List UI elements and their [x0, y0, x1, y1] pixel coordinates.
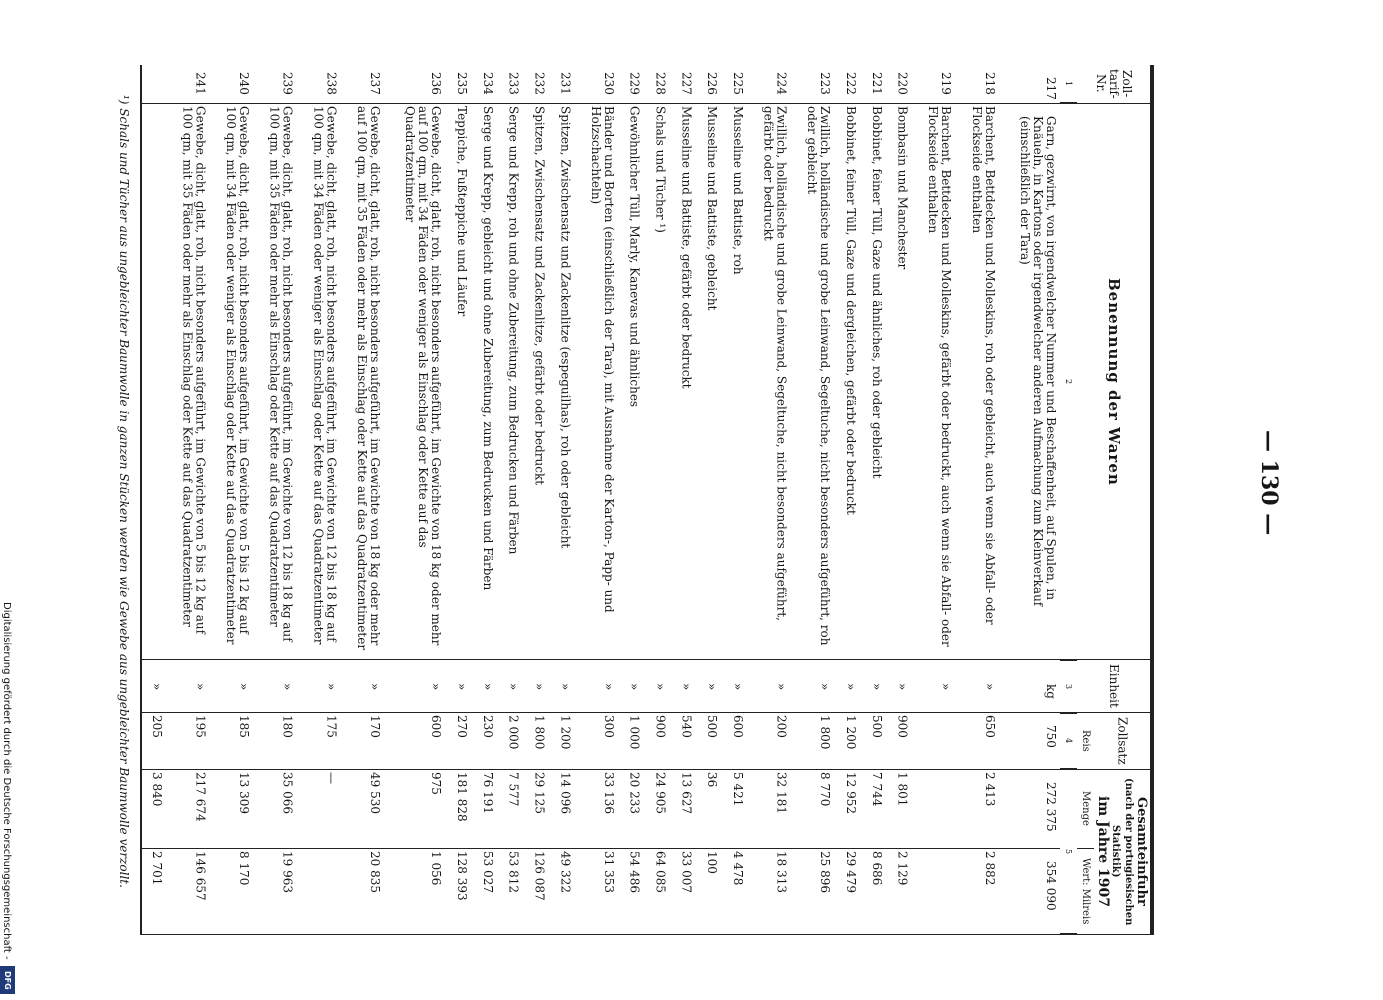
unit-cell: »: [548, 660, 574, 713]
duty-rate: 1 000: [618, 713, 644, 770]
import-quantity: —: [297, 769, 341, 848]
unit-cell: »: [574, 660, 618, 713]
duty-rate: 750: [999, 713, 1060, 770]
import-value: 29 479: [834, 848, 860, 934]
unit-cell: kg: [999, 660, 1060, 713]
import-quantity: 24 905: [644, 769, 670, 848]
table-row: [253, 65, 297, 934]
unit-cell: »: [140, 660, 166, 713]
tariff-number: 234: [471, 65, 497, 103]
import-quantity: 36: [695, 769, 721, 848]
table-row: [955, 65, 999, 934]
duty-rate: 1 800: [523, 713, 549, 770]
table-row: [140, 65, 166, 934]
import-quantity: 181 828: [445, 769, 471, 848]
goods-description: Zwillich, holländische und grobe Leinwand, Segeltuche, nicht besonders aufgeführt, roh oder gebleicht: [791, 103, 835, 660]
import-quantity: 2 413: [955, 769, 999, 848]
table-row: [670, 65, 696, 934]
tariff-number: 229: [618, 65, 644, 103]
unit-cell: »: [471, 660, 497, 713]
table-row: [695, 65, 721, 934]
header-qty: Menge: [1077, 769, 1094, 848]
duty-rate: 205: [140, 713, 166, 770]
duty-rate: 170: [340, 713, 384, 770]
tariff-number: 240: [210, 65, 254, 103]
tariff-number: 230: [574, 65, 618, 103]
goods-description: Musseline und Battiste, roh: [721, 103, 747, 660]
tariff-number: 219: [912, 65, 956, 103]
table-body: [140, 65, 1060, 934]
table-row: [523, 65, 549, 934]
tariff-number: 223: [791, 65, 835, 103]
table-row: [384, 65, 445, 934]
unit-cell: »: [523, 660, 549, 713]
import-value: 2 129: [886, 848, 912, 934]
tariff-number: 224: [747, 65, 791, 103]
tariff-number: 220: [886, 65, 912, 103]
header-import-note: (nach der portugiesischen Statistik): [1110, 777, 1134, 926]
table-row: [618, 65, 644, 934]
duty-rate: 270: [445, 713, 471, 770]
duty-rate: [912, 713, 956, 770]
tariff-number: 226: [695, 65, 721, 103]
goods-description: Teppiche, Fußteppiche und Läufer: [445, 103, 471, 660]
import-value: 128 393: [445, 848, 471, 934]
table-row: [210, 65, 254, 934]
table-row: [548, 65, 574, 934]
import-quantity: 14 096: [548, 769, 574, 848]
unit-cell: »: [912, 660, 956, 713]
header-goods: Benennung der Waren: [1077, 103, 1150, 660]
unit-cell: »: [445, 660, 471, 713]
col-number-2: 2: [1060, 103, 1077, 660]
import-quantity: 975: [384, 769, 445, 848]
import-value: 126 087: [523, 848, 549, 934]
import-value: 2 701: [140, 848, 166, 934]
import-value: 20 835: [340, 848, 384, 934]
tariff-number: 218: [955, 65, 999, 103]
unit-cell: »: [384, 660, 445, 713]
tariff-table-container: [140, 65, 1150, 935]
goods-description: Gewebe, dicht, glatt, roh, nicht besonders aufgeführt, im Gewichte von 5 bis 12 kg auf 100 qm, mit 35 Fäden oder mehr als Einschlag oder Kette auf das Quadratzentimeter: [166, 103, 210, 660]
table-row: [340, 65, 384, 934]
header-import: Gesamteinfuhr: [1134, 797, 1149, 907]
col-number-3: 3: [1060, 660, 1077, 713]
unit-cell: »: [297, 660, 341, 713]
tariff-number: 228: [644, 65, 670, 103]
duty-rate: 180: [253, 713, 297, 770]
header-value: Wert: Milreis: [1077, 848, 1094, 934]
tariff-number: 235: [445, 65, 471, 103]
table-row: [644, 65, 670, 934]
import-value: 54 486: [618, 848, 644, 934]
unit-cell: »: [886, 660, 912, 713]
goods-description: Zwillich, holländische und grobe Leinwand, Segeltuche, nicht besonders aufgeführt, gefärbt oder bedruckt: [747, 103, 791, 660]
duty-rate: 200: [747, 713, 791, 770]
tariff-number: 232: [523, 65, 549, 103]
goods-description: Spitzen, Zwischensatz und Zackenlitze, gefärbt oder bedruckt: [523, 103, 549, 660]
tariff-table: [140, 65, 1150, 935]
duty-rate: 300: [574, 713, 618, 770]
import-quantity: 35 066: [253, 769, 297, 848]
duty-rate: 600: [384, 713, 445, 770]
table-row: [912, 65, 956, 934]
tariff-number: 225: [721, 65, 747, 103]
unit-cell: »: [955, 660, 999, 713]
duty-rate: 1 200: [834, 713, 860, 770]
goods-description: Serge und Krepp, gebleicht und ohne Zubereitung, zum Bedrucken und Färben: [471, 103, 497, 660]
goods-description: Bänder und Borten (einschließlich der Tara), mit Ausnahme der Karton-, Papp- und Holzschachteln): [574, 103, 618, 660]
import-value: 53 812: [497, 848, 523, 934]
duty-rate: 1 200: [548, 713, 574, 770]
duty-rate: 500: [860, 713, 886, 770]
tariff-number: 237: [340, 65, 384, 103]
duty-rate: 195: [166, 713, 210, 770]
tariff-number: 239: [253, 65, 297, 103]
import-quantity: 7 744: [860, 769, 886, 848]
unit-cell: »: [253, 660, 297, 713]
import-quantity: 3 840: [140, 769, 166, 848]
goods-description: Serge und Krepp, roh und ohne Zubereitung, zum Bedrucken und Färben: [497, 103, 523, 660]
table-row: [860, 65, 886, 934]
table-row: [471, 65, 497, 934]
tariff-number: 221: [860, 65, 886, 103]
unit-cell: »: [210, 660, 254, 713]
import-value: 53 027: [471, 848, 497, 934]
table-row: [574, 65, 618, 934]
import-value: 64 085: [644, 848, 670, 934]
table-row: [886, 65, 912, 934]
duty-rate: 1 800: [791, 713, 835, 770]
tariff-number: 241: [166, 65, 210, 103]
import-quantity: 8 770: [791, 769, 835, 848]
table-row: [834, 65, 860, 934]
import-value: 1 056: [384, 848, 445, 934]
goods-description: Gewebe, dicht, glatt, roh, nicht besonders aufgeführt, im Gewichte von 18 kg oder mehr auf 100 qm, mit 34 Fäden oder weniger als Einschlag oder Kette auf das Quadratzentimeter: [384, 103, 445, 660]
table-row: [497, 65, 523, 934]
import-value: 8 686: [860, 848, 886, 934]
goods-description: [140, 103, 166, 660]
goods-description: Bobbinet, feiner Tüll, Gaze und ähnliches, roh oder gebleicht: [860, 103, 886, 660]
import-quantity: 33 136: [574, 769, 618, 848]
goods-description: Barchent, Bettdecken und Molleskins, gefärbt oder bedruckt, auch wenn sie Abfall- oder Flockseide enthalten: [912, 103, 956, 660]
import-value: [912, 848, 956, 934]
duty-rate: 500: [695, 713, 721, 770]
digitization-credit: Digitalisierung gefördert durch die Deutsche Forschungsgemeinschaft -: [1, 602, 12, 960]
unit-cell: »: [695, 660, 721, 713]
tariff-number: 227: [670, 65, 696, 103]
col-number-4: 4: [1060, 713, 1077, 770]
duty-rate: 2 000: [497, 713, 523, 770]
footnote: ¹) Schals und Tücher aus ungebleichter Baumwolle in ganzen Stücken werden wie Gewebe aus ungebleichter Baumwolle verzollt.: [117, 95, 131, 888]
import-value: 2 882: [955, 848, 999, 934]
import-quantity: [912, 769, 956, 848]
import-quantity: 20 233: [618, 769, 644, 848]
goods-description: Schals und Tücher ¹): [644, 103, 670, 660]
duty-rate: 175: [297, 713, 341, 770]
goods-description: Musseline und Battiste, gefärbt oder bedruckt: [670, 103, 696, 660]
goods-description: Gewebe, dicht, glatt, roh, nicht besonders aufgeführt, im Gewichte von 12 bis 18 kg auf 100 qm, mit 34 Fäden oder weniger als Einschlag oder Kette auf das Quadratzentimeter: [297, 103, 341, 660]
goods-description: Barchent, Bettdecken und Molleskins, roh oder gebleicht, auch wenn sie Abfall- oder Flockseide enthalten: [955, 103, 999, 660]
import-value: 33 007: [670, 848, 696, 934]
duty-rate: 900: [886, 713, 912, 770]
header-import-group: [1094, 769, 1150, 934]
tariff-number: 236: [384, 65, 445, 103]
import-value: 25 896: [791, 848, 835, 934]
import-value: 4 478: [721, 848, 747, 934]
goods-description: Garn, gezwirnt, von irgendwelcher Nummer und Beschaffenheit, auf Spulen, in Knäueln, in Kartons oder irgendwelcher anderen Aufmachung zum Kleinverkauf (einschließlich der Tara): [999, 103, 1060, 660]
import-value: 18 313: [747, 848, 791, 934]
goods-description: Gewöhnlicher Tüll, Marly, Kanevas und ähnliches: [618, 103, 644, 660]
import-quantity: 1 801: [886, 769, 912, 848]
tariff-number: 222: [834, 65, 860, 103]
table-top-rule: [1150, 65, 1154, 935]
goods-description: Bombasin und Manchester: [886, 103, 912, 660]
duty-rate: 230: [471, 713, 497, 770]
unit-cell: »: [618, 660, 644, 713]
table-row: [999, 65, 1060, 934]
import-quantity: 32 181: [747, 769, 791, 848]
import-value: [297, 848, 341, 934]
header-unit: Einheit: [1077, 660, 1150, 713]
tariff-number: 231: [548, 65, 574, 103]
table-row: [166, 65, 210, 934]
duty-rate: 900: [644, 713, 670, 770]
goods-description: Gewebe, dicht, glatt, roh, nicht besonders aufgeführt, im Gewichte von 5 bis 12 kg auf 100 qm, mit 34 Fäden oder weniger als Einschlag oder Kette auf das Quadratzentimeter: [210, 103, 254, 660]
import-value: 146 657: [166, 848, 210, 934]
import-quantity: 13 309: [210, 769, 254, 848]
goods-description: Gewebe, dicht, glatt, roh, nicht besonders aufgeführt, im Gewichte von 12 bis 18 kg auf 100 qm, mit 35 Fäden oder mehr als Einschlag oder Kette auf das Quadratzentimeter: [253, 103, 297, 660]
import-value: 100: [695, 848, 721, 934]
unit-cell: »: [791, 660, 835, 713]
import-value: 354 090: [999, 848, 1060, 934]
goods-description: Bobbinet, feiner Tüll, Gaze und dergleichen, gefärbt oder bedruckt: [834, 103, 860, 660]
table-row: [791, 65, 835, 934]
tariff-number: 217: [999, 65, 1060, 103]
unit-cell: »: [834, 660, 860, 713]
import-value: 49 322: [548, 848, 574, 934]
import-value: 19 963: [253, 848, 297, 934]
tariff-number: 233: [497, 65, 523, 103]
unit-cell: »: [340, 660, 384, 713]
goods-description: Spitzen, Zwischensatz und Zackenlitze (espeguilhas), roh oder gebleicht: [548, 103, 574, 660]
tariff-number: 238: [297, 65, 341, 103]
import-quantity: 272 375: [999, 769, 1060, 848]
import-quantity: 7 577: [497, 769, 523, 848]
table-row: [721, 65, 747, 934]
unit-cell: »: [497, 660, 523, 713]
dfg-logo: DFG: [0, 966, 15, 994]
tariff-number: [140, 65, 166, 103]
unit-cell: »: [747, 660, 791, 713]
duty-rate: 540: [670, 713, 696, 770]
col-number-5: 5: [1060, 769, 1077, 934]
unit-cell: »: [721, 660, 747, 713]
import-quantity: 12 952: [834, 769, 860, 848]
goods-description: Gewebe, dicht, glatt, roh, nicht besonders aufgeführt, im Gewichte von 18 kg oder mehr auf 100 qm, mit 35 Fäden oder mehr als Einschlag oder Kette auf das Quadratzentimeter: [340, 103, 384, 660]
unit-cell: »: [166, 660, 210, 713]
import-quantity: 76 191: [471, 769, 497, 848]
header-tariff-no: Zoll- tarif- Nr.: [1077, 65, 1150, 103]
table-row: [747, 65, 791, 934]
table-row: [445, 65, 471, 934]
header-duty-sub: Reis: [1077, 713, 1094, 770]
duty-rate: 185: [210, 713, 254, 770]
import-value: 31 353: [574, 848, 618, 934]
import-quantity: 13 627: [670, 769, 696, 848]
duty-rate: 650: [955, 713, 999, 770]
header-year: im Jahre 1907: [1095, 796, 1111, 908]
table-row: [297, 65, 341, 934]
duty-rate: 600: [721, 713, 747, 770]
unit-cell: »: [860, 660, 886, 713]
import-quantity: 217 674: [166, 769, 210, 848]
unit-cell: »: [670, 660, 696, 713]
page-number: — 130 —: [1256, 430, 1282, 536]
import-value: 8 170: [210, 848, 254, 934]
goods-description: Musseline und Battiste, gebleicht: [695, 103, 721, 660]
import-quantity: 29 125: [523, 769, 549, 848]
import-quantity: 5 421: [721, 769, 747, 848]
import-quantity: 49 530: [340, 769, 384, 848]
header-duty: Zollsatz: [1094, 713, 1150, 770]
col-number-1: 1: [1060, 65, 1077, 103]
unit-cell: »: [644, 660, 670, 713]
